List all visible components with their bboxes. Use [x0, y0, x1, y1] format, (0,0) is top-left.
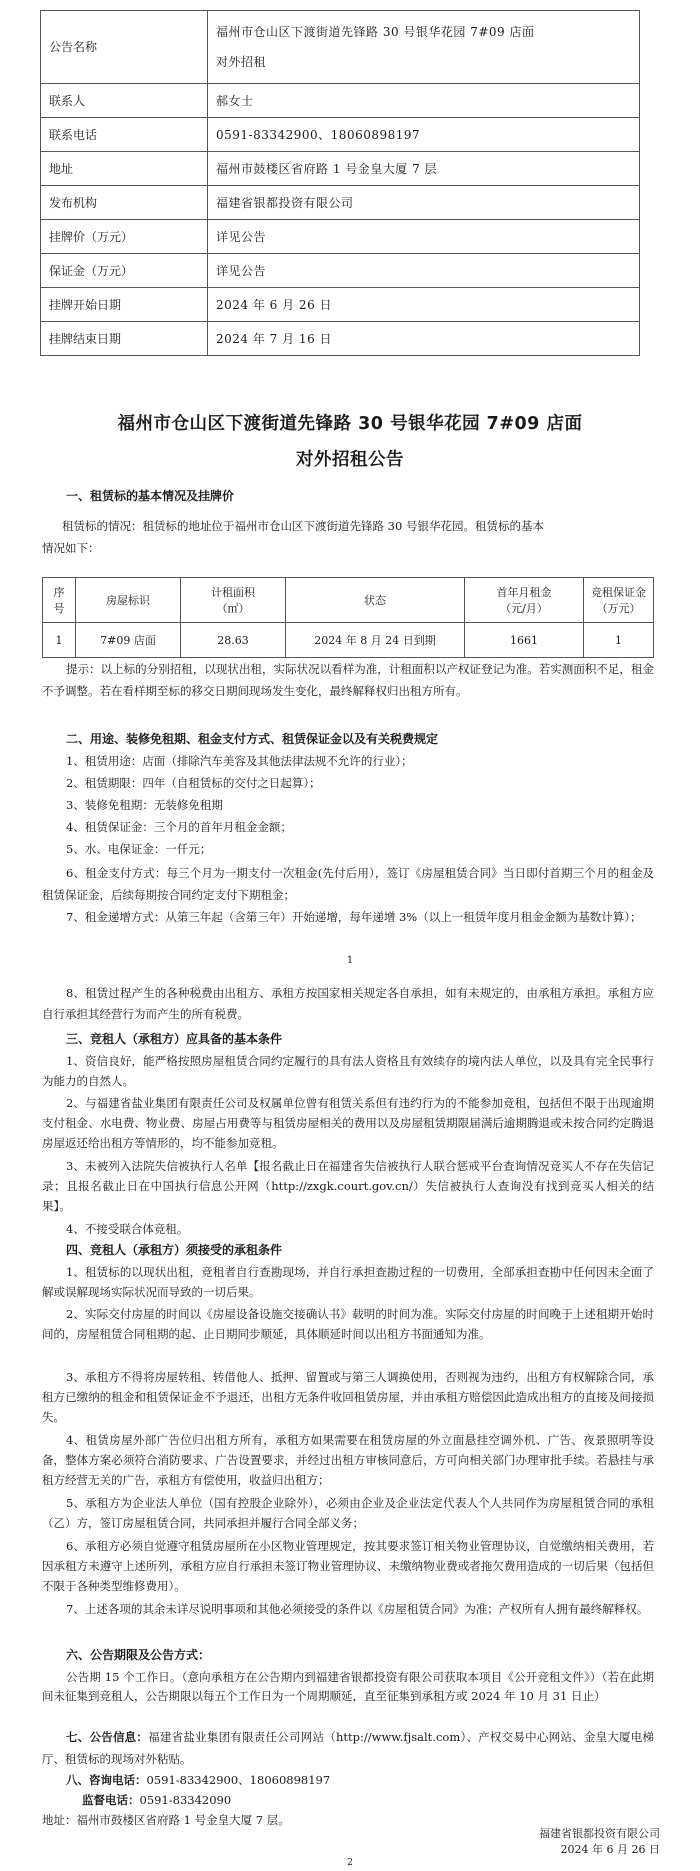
- header-text: 计租面积: [211, 586, 255, 599]
- section4-item: 3、承租方不得将房屋转租、转借他人、抵押、留置或与第三人调换使用，否则视为违约，出租方有权解除合同，承租方已缴纳的租金和租赁保证金不予退还，出租方无条件收回租赁房屋，并由承租方赔偿因此造成出租方的直接及间接损失。: [42, 1370, 654, 1424]
- section3-item: 4、不接受联合体竞租。: [66, 1222, 189, 1236]
- table-header-cell: 房屋标识: [76, 578, 181, 623]
- info-value: 福州市鼓楼区省府路 1 号金皇大厦 7 层: [208, 152, 640, 186]
- section1-heading: 一、租赁标的基本情况及挂牌价: [66, 489, 235, 503]
- signature-company: 福建省银都投资有限公司: [539, 1827, 660, 1840]
- section2-item: 7、租金递增方式：从第三年起（含第三年）开始递增，每年递增 3%（以上一租赁年度月租金金额为基数计算）；: [66, 910, 642, 924]
- info-value: 2024 年 7 月 16 日: [208, 322, 640, 356]
- info-row-contact: [41, 84, 640, 118]
- table-header-cell: 状态: [286, 578, 465, 623]
- table-cell: 7#09 店面: [76, 623, 181, 658]
- info-value: 详见公告: [208, 254, 640, 288]
- section7-block: [42, 1726, 654, 1770]
- info-row-address: [41, 152, 640, 186]
- info-label: 挂牌结束日期: [41, 322, 208, 356]
- table-cell: 2024 年 8 月 24 日到期: [286, 623, 465, 658]
- section1-intro-line1: 租赁标的情况：租赁标的地址位于福州市仓山区下渡街道先锋路 30 号银华花园。租赁标的基本: [62, 519, 544, 533]
- info-label: 地址: [41, 152, 208, 186]
- info-value-line: 对外招租: [216, 55, 267, 69]
- table-cell: 1: [584, 623, 654, 658]
- info-row-end-date: [41, 322, 640, 356]
- section4-item: 5、承租方为企业法人单位（国有控股企业除外），必须由企业及企业法定代表人个人共同作为房屋租赁合同的承租（乙）方，签订房屋租赁合同，共同承担并履行合同全部义务；: [42, 1496, 654, 1530]
- info-row-start-date: [41, 288, 640, 322]
- info-label: 发布机构: [41, 186, 208, 220]
- table-row: [43, 623, 654, 658]
- page-number: 1: [346, 955, 354, 966]
- section2-heading: 二、用途、装修免租期、租金支付方式、租赁保证金以及有关税费规定: [66, 732, 439, 746]
- info-label: 挂牌价（万元）: [41, 220, 208, 254]
- table-cell: 1: [43, 623, 76, 658]
- info-row-name: [41, 11, 640, 84]
- section4-item: 6、承租方必须自觉遵守租赁房屋所在小区物业管理规定，按其要求签订相关物业管理协议，自觉缴纳相关费用，若因承租方未遵守上述所列，承租方应自行承担未签订物业管理协议、未缴纳物业费或者拖欠费用造成的一切后果（包括但不限于各种类型维修费用）。: [42, 1539, 654, 1593]
- table-header-cell: [465, 578, 584, 623]
- section2-item: 6、租金支付方式：每三个月为一期支付一次租金(先付后用），签订《房屋租赁合同》当日即付首期三个月的租金及租赁保证金，后续每期按合同约定支付下期租金；: [42, 866, 654, 902]
- address-value: 福州市鼓楼区省府路 1 号金皇大厦 7 层。: [76, 1813, 290, 1827]
- info-label: 挂牌开始日期: [41, 288, 208, 322]
- section1-note: 提示：以上标的分别招租，以现状出租，实际状况以看样为准，计租面积以产权证登记为准。若实测面积不足，租金不予调整。若在看样期至标的移交日期间现场发生变化，最终解释权归出租方所有。: [42, 662, 654, 698]
- address-line: [42, 1809, 290, 1831]
- supervise-line: [82, 1789, 231, 1811]
- lease-target-table: [42, 577, 654, 658]
- section1-intro-line2: 情况如下：: [42, 541, 100, 555]
- table-cell: 1661: [465, 623, 584, 658]
- info-label: 联系人: [41, 84, 208, 118]
- info-label: 保证金（万元）: [41, 254, 208, 288]
- section2-item: 4、租赁保证金：三个月的首年月租金金额；: [66, 820, 292, 834]
- table-header-cell: [43, 578, 76, 623]
- consult-phone: 0591-83342900、18060898197: [146, 1773, 331, 1787]
- info-value: 详见公告: [208, 220, 640, 254]
- info-value: 郝女士: [208, 84, 640, 118]
- info-row-publisher: [41, 186, 640, 220]
- header-text: 竞租保证金: [591, 586, 646, 599]
- announcement-info-table: [40, 10, 640, 356]
- section2-item: 2、租赁期限：四年（自租赁标的交付之日起算）；: [66, 776, 321, 790]
- page-number-bottom: 2: [347, 1858, 353, 1868]
- info-value: 福建省银都投资有限公司: [208, 186, 640, 220]
- announcement-title-line1: 福州市仓山区下渡街道先锋路 30 号银华花园 7#09 店面: [117, 414, 583, 434]
- header-text: 首年月租金: [496, 586, 552, 599]
- section4-heading: 四、竞租人（承租方）须接受的承租条件: [66, 1243, 283, 1257]
- section3-item: 3、未被列入法院失信被执行人名单【报名截止日在福建省失信被执行人联合惩戒平台查询情况竞买人不存在失信记录；且报名截止日在中国执行信息公开网（http://zxgk.court.gov.cn/）失信被执行人查询没有找到竞买人相关的结果】。: [42, 1159, 654, 1213]
- signature-date: 2024 年 6 月 26 日: [560, 1843, 660, 1856]
- section3-item: 1、资信良好，能严格按照房屋租赁合同约定履行的具有法人资格且有效续存的境内法人单位，以及具有完全民事行为能力的自然人。: [42, 1054, 654, 1088]
- info-label: 公告名称: [41, 11, 208, 84]
- info-row-deposit: [41, 254, 640, 288]
- section4-item: 4、租赁房屋外部广告位归出租方所有，承租方如果需要在租赁房屋的外立面悬挂空调外机、广告、夜景照明等设备，整体方案必须符合消防要求、广告设置要求，并经过出租方审核同意后，方可向相关部门办理审批手续。若悬挂与承租方经营无关的广告，承租方有偿使用，收益归出租方；: [42, 1433, 654, 1487]
- section4-item: 1、租赁标的以现状出租，竞租者自行查勘现场，并自行承担查勘过程的一切费用，全部承担查勘中任何因未全面了解或误解现场实际状况而导致的一切后果。: [42, 1265, 654, 1299]
- info-value: 2024 年 6 月 26 日: [208, 288, 640, 322]
- table-header-cell: [181, 578, 286, 623]
- section6-heading: 六、公告期限及公告方式：: [66, 1648, 211, 1662]
- announcement-title-line2: 对外招租公告: [296, 450, 404, 470]
- table-cell: 28.63: [181, 623, 286, 658]
- header-text: 序: [53, 586, 65, 599]
- info-value-line: 福州市仓山区下渡街道先锋路 30 号银华花园 7#09 店面: [216, 25, 535, 39]
- section2-item: 8、租赁过程产生的各种税费由出租方、承租方按国家相关规定各自承担，如有未规定的，由承租方承担。承租方应自行承担其经营行为而产生的所有税费。: [42, 986, 654, 1021]
- consult-label: 八、咨询电话：: [66, 1773, 147, 1787]
- supervise-phone: 0591-83342090: [139, 1793, 232, 1807]
- section2-item: 1、租赁用途：店面（排除汽车美容及其他法律法规不允许的行业）；: [66, 754, 413, 768]
- section4-item: 2、实际交付房屋的时间以《房屋设备设施交接确认书》载明的时间为准。实际交付房屋的时间晚于上述租期开始时间的，房屋租赁合同租期的起、止日期同步顺延，具体顺延时间以出租方书面通知为准。: [42, 1307, 654, 1341]
- section6-text: 公告期 15 个工作日。（意向承租方在公告期内到福建省银都投资有限公司获取本项目《公开竞租文件》）（若在此期间未征集到竞租人，公告期限以每五个工作日为一个周期顺延，直至征集到承租方或 2024 年 10 月 31 日止）: [42, 1670, 654, 1703]
- info-row-phone: [41, 118, 640, 152]
- section2-item: 3、装修免租期：无装修免租期: [66, 798, 223, 812]
- consult-line: [66, 1769, 330, 1791]
- address-label: 地址：: [42, 1813, 77, 1827]
- section7-heading: 七、公告信息：: [66, 1730, 149, 1744]
- section2-item: 5、水、电保证金：一仟元；: [66, 842, 212, 856]
- section4-item: 7、上述各项的其余未详尽说明事项和其他必须接受的条件以《房屋租赁合同》为准；产权所有人拥有最终解释权。: [66, 1602, 649, 1616]
- info-value: 0591-83342900、18060898197: [208, 118, 640, 152]
- header-text: 号: [53, 602, 65, 615]
- info-row-price: [41, 220, 640, 254]
- header-text: （元/月）: [500, 602, 548, 615]
- section3-item: 2、与福建省盐业集团有限责任公司及权属单位曾有租赁关系但有违约行为的不能参加竞租，包括但不限于出现逾期支付租金、水电费、物业费、房屋占用费等与租赁房屋相关的费用以及房屋租赁期限届满后逾期腾退或未按合同约定腾退房屋返还给出租方等情形的，均不能参加竞租。: [42, 1096, 654, 1150]
- header-text: （㎡）: [216, 602, 250, 615]
- supervise-label: 监督电话：: [82, 1793, 140, 1807]
- section3-heading: 三、竞租人（承租方）应具备的基本条件: [66, 1032, 283, 1046]
- info-label: 联系电话: [41, 118, 208, 152]
- header-text: （万元）: [596, 602, 641, 615]
- table-header-cell: [584, 578, 654, 623]
- table-header-row: [43, 578, 654, 623]
- section7-text: 福建省盐业集团有限责任公司网站（http://www.fjsalt.com）、产权交易中心网站、金皇大厦电梯厅、租赁标的现场对外粘贴。: [42, 1730, 655, 1766]
- info-value: [208, 11, 640, 84]
